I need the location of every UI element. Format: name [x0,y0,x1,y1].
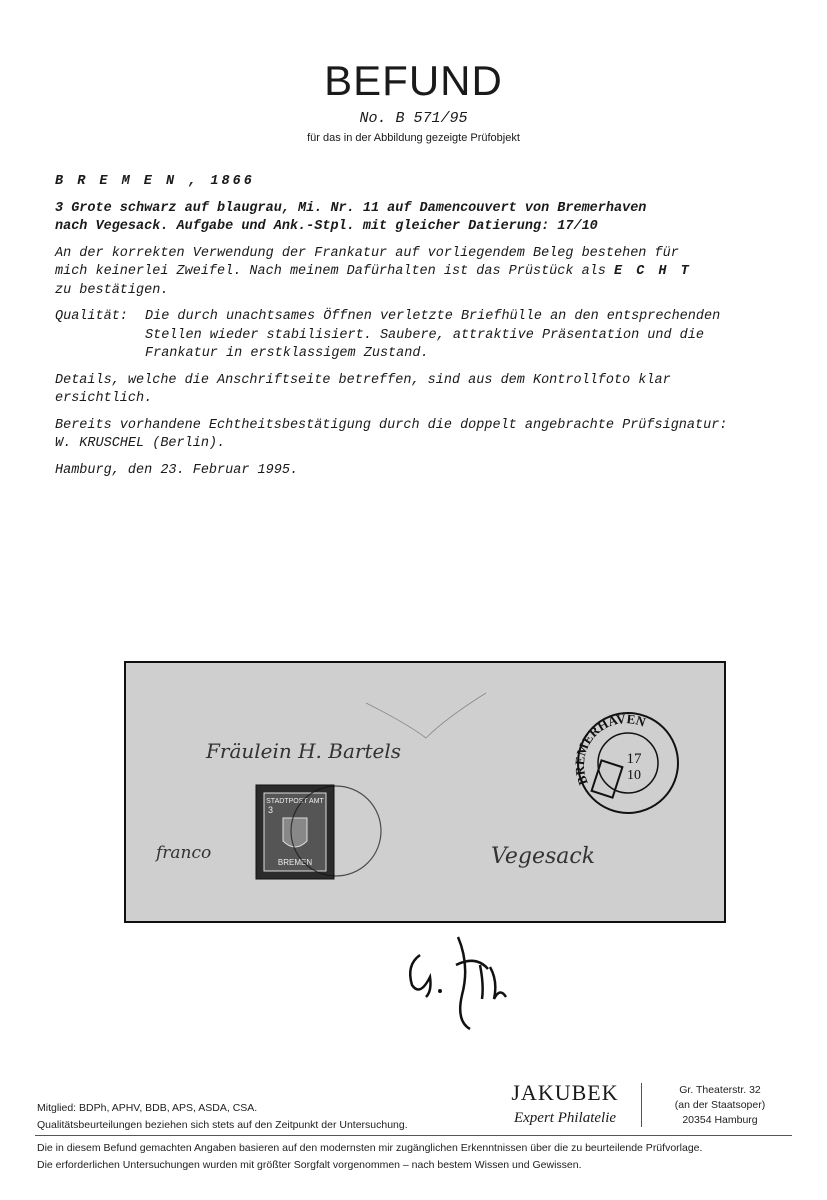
franco-handwriting: franco [156,843,212,863]
membership-text: Mitglied: BDPh, APHV, BDB, APS, ASDA, CSA. [37,1102,258,1114]
certificate-header [0,58,827,144]
disclaimer-line-1: Die in diesem Befund gemachten Angaben basieren auf den modernsten mir zugänglichen Erkenntnissen über die zu beurteilende Prüfvorlage. [37,1142,703,1154]
quality-label: Qualität: [55,309,128,324]
certificate-body [55,173,795,488]
details-paragraph: Details, welche die Anschriftseite betreffen, sind aus dem Kontrollfoto klar ersichtlich. [55,372,671,406]
quality-paragraph: Qualität: Die durch unachtsames Öffnen verletzte Briefhülle an den entsprechenden Stellen wieder stabilisiert. Saubere, attraktive Präsentation und die Frankatur in erstklassigem Zustand. [55,308,795,364]
expert-signature [398,925,538,1040]
stamp-bottom-text: BREMEN [277,858,313,867]
destination-handwriting: Vegesack [491,844,596,869]
prior-signature-paragraph: Bereits vorhandene Echtheitsbestätigung durch die doppelt angebrachte Prüfsignatur: W. KRUSCHEL (Berlin). [55,417,728,451]
address-handwriting: Fräulein H. Bartels [206,739,401,763]
key-shield-icon [283,818,307,847]
stamp-top-text: STADTPOST AMT [266,798,324,805]
place-date: Hamburg, den 23. Februar 1995. [55,462,299,478]
footer-divider [35,1135,792,1136]
certificate-number: No. B 571/95 [359,110,468,127]
envelope-image [126,663,726,923]
postmark-month: 10 [627,768,641,783]
postmark-day: 17 [626,751,642,767]
company-logo: JAKUBEK Expert Philatelie [511,1080,619,1126]
disclaimer-line-2: Die erforderlichen Untersuchungen wurden mit größter Sorgfalt vorgenommen – nach bestem Wissen und Gewissen. [37,1159,582,1171]
issue-heading: B R E M E N , 1866 [55,174,255,189]
footer-divider-vertical [641,1083,642,1127]
verdict-echt: E C H T [614,264,692,279]
quality-note: Qualitätsbeurteilungen beziehen sich stets auf den Zeitpunkt der Untersuchung. [37,1119,408,1131]
control-photo [124,661,726,923]
page-title: BEFUND [324,57,503,104]
company-address: Gr. Theaterstr. 32 (an der Staatsoper) 20354 Hamburg [674,1084,766,1126]
svg-text:BREMERHAVEN: BREMERHAVEN [571,711,648,788]
item-description: 3 Grote schwarz auf blaugrau, Mi. Nr. 11 auf Damencouvert von Bremerhaven nach Vegesack. Aufgabe und Ank.-Stpl. mit gleicher Datierung: 17/10 [55,200,647,234]
stamp-value: 3 [268,805,274,815]
verdict-paragraph: An der korrekten Verwendung der Frankatur auf vorliegendem Beleg bestehen für mich keinerlei Zweifel. Nach meinem Dafürhalten ist das Prüstück als E C H T zu bestätigen. [55,245,692,298]
certificate-subtitle: für das in der Abbildung gezeigte Prüfobjekt [307,132,520,144]
